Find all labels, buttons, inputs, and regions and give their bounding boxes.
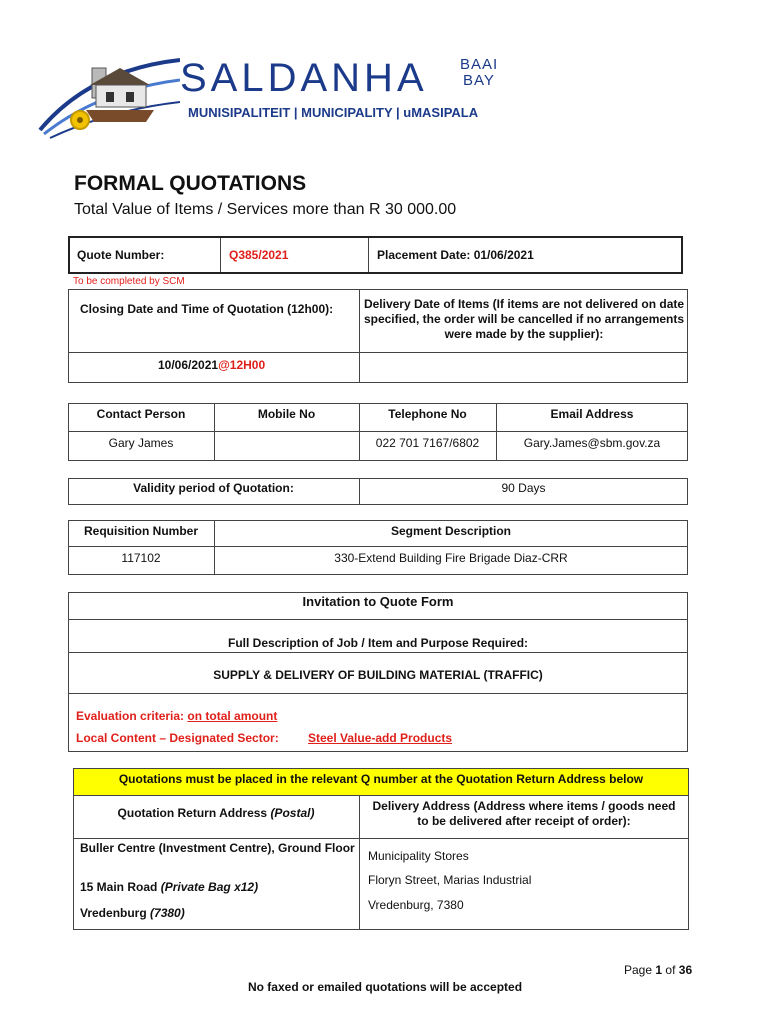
validity-value: 90 Days — [501, 481, 546, 495]
footer-note: No faxed or emailed quotations will be accepted — [247, 980, 523, 994]
logo-baai: BAAI — [460, 56, 499, 73]
return-label-text: Quotation Return Address — [117, 806, 268, 820]
logo-tagline: MUNISIPALITEIT | MUNICIPALITY | uMASIPALA — [188, 105, 479, 120]
segment-description: 330-Extend Building Fire Brigade Diaz-CRR — [334, 551, 568, 565]
delivery-address-label: Delivery Address (Address where items / goods need to be delivered after receipt of order): — [372, 799, 676, 828]
return-street: 15 Main Road — [80, 880, 158, 894]
item-description: SUPPLY & DELIVERY OF BUILDING MATERIAL (TRAFFIC) — [213, 668, 543, 682]
contact-header-person: Contact Person — [96, 407, 186, 421]
contact-person: Gary James — [108, 436, 174, 450]
page-subtitle: Total Value of Items / Services more than R 30 000.00 — [74, 201, 457, 218]
logo-emblem — [30, 50, 180, 140]
closing-label: Closing Date and Time of Quotation (12h00): — [80, 302, 334, 316]
return-banner-text: Quotations must be placed in the relevant Q number at the Quotation Return Address below — [118, 772, 644, 786]
return-line-1: Buller Centre (Investment Centre), Ground Floor — [80, 841, 355, 855]
contact-header-telephone: Telephone No — [388, 407, 467, 421]
closing-date-value: 10/06/2021 — [158, 358, 219, 372]
evaluation-label: Evaluation criteria: — [76, 709, 185, 723]
return-line-3 — [80, 906, 185, 920]
invitation-title: Invitation to Quote Form — [302, 594, 454, 609]
evaluation-value: on total amount — [187, 709, 278, 723]
return-private-bag: (Private Bag x12) — [160, 880, 259, 894]
quote-number-label: Quote Number: — [77, 248, 165, 262]
placement-date: Placement Date: 01/06/2021 — [377, 248, 534, 262]
contact-header-mobile: Mobile No — [257, 407, 316, 421]
delivery-line-1: Municipality Stores — [368, 849, 469, 863]
scm-note: To be completed by SCM — [73, 276, 185, 287]
full-description-label: Full Description of Job / Item and Purpose Required: — [227, 636, 529, 650]
return-line-2 — [80, 880, 258, 894]
delivery-line-2: Floryn Street, Marias Industrial — [368, 873, 532, 887]
page-of: of — [665, 963, 676, 977]
logo-wordmark: SALDANHA — [180, 56, 428, 100]
evaluation-criteria — [76, 709, 277, 723]
local-content-value: Steel Value-add Products — [308, 731, 453, 745]
page-number — [624, 963, 692, 977]
page-prefix: Page — [624, 963, 653, 977]
delivery-line-3: Vredenburg, 7380 — [368, 898, 464, 912]
page-total: 36 — [678, 963, 693, 977]
logo-bay: BAY — [463, 72, 495, 89]
return-postcode: (7380) — [150, 906, 185, 920]
municipality-logo — [30, 50, 510, 140]
contact-header-email: Email Address — [550, 407, 634, 421]
closing-date — [158, 358, 265, 372]
return-label-postal: (Postal) — [270, 806, 315, 820]
page-current: 1 — [655, 963, 663, 977]
segment-header: Segment Description — [390, 524, 512, 538]
closing-time-value: @12H00 — [218, 358, 266, 372]
delivery-date-label: Delivery Date of Items (If items are not delivered on date specified, the order will be cancelled if no arrangements were made by the supplier): — [363, 297, 685, 341]
requisition-number: 117102 — [121, 551, 161, 565]
quote-number-value: Q385/2021 — [229, 248, 289, 262]
contact-email: Gary.James@sbm.gov.za — [523, 436, 661, 450]
page-title: FORMAL QUOTATIONS — [74, 172, 307, 195]
quotation-return-label — [73, 806, 359, 820]
return-town: Vredenburg — [80, 906, 147, 920]
requisition-header: Requisition Number — [83, 524, 198, 538]
validity-label: Validity period of Quotation: — [133, 481, 294, 495]
local-content-label: Local Content – Designated Sector: — [76, 731, 279, 745]
contact-telephone: 022 701 7167/6802 — [375, 436, 480, 450]
